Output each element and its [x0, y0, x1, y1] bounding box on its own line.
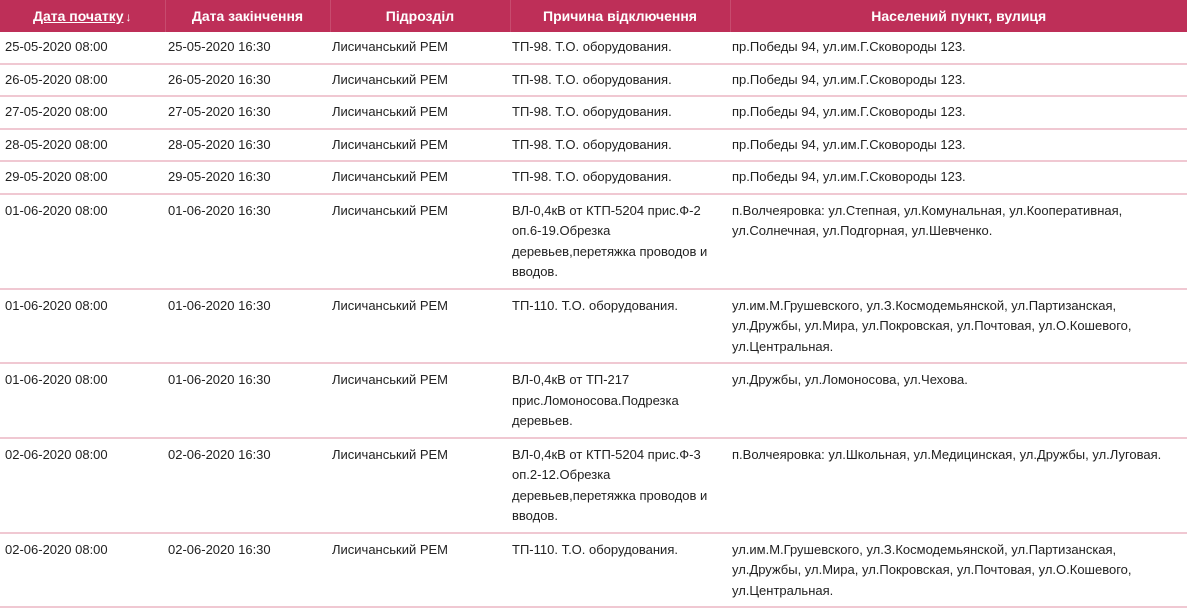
cell-reason: ТП-110. Т.О. оборудования.: [510, 289, 730, 364]
cell-reason: ТП-110. Т.О. оборудования.: [510, 533, 730, 608]
cell-end-date: 02-06-2020 16:30: [165, 533, 330, 608]
cell-address: ул.им.М.Грушевского, ул.З.Космодемьянской, ул.Партизанская, ул.Дружбы, ул.Мира, ул.Покровская, ул.Почтовая, ул.О.Кошевого, ул.Центральная.: [730, 533, 1187, 608]
cell-start-date: 01-06-2020 08:00: [0, 363, 165, 438]
cell-start-date: 29-05-2020 08:00: [0, 161, 165, 194]
cell-end-date: 28-05-2020 16:30: [165, 129, 330, 162]
cell-reason: ВЛ-0,4кВ от КТП-5204 прис.Ф-3 оп.2-12.Обрезка деревьев,перетяжка проводов и вводов.: [510, 438, 730, 533]
table-row: [0, 194, 1187, 289]
cell-reason: ТП-98. Т.О. оборудования.: [510, 161, 730, 194]
sort-down-arrow-icon: ↓: [125, 10, 132, 24]
header-address: Населений пункт, вулиця: [730, 0, 1187, 32]
cell-start-date: 26-05-2020 08:00: [0, 64, 165, 97]
cell-end-date: 01-06-2020 16:30: [165, 289, 330, 364]
cell-start-date: 01-06-2020 08:00: [0, 289, 165, 364]
cell-address: пр.Победы 94, ул.им.Г.Сковороды 123.: [730, 161, 1187, 194]
cell-reason: ВЛ-0,4кВ от ТП-217 прис.Ломоносова.Подрезка деревьев.: [510, 363, 730, 438]
cell-end-date: 26-05-2020 16:30: [165, 64, 330, 97]
cell-start-date: 25-05-2020 08:00: [0, 32, 165, 64]
header-end-date: Дата закінчення: [165, 0, 330, 32]
cell-unit: Лисичанський РЕМ: [330, 289, 510, 364]
cell-reason: ТП-98. Т.О. оборудования.: [510, 32, 730, 64]
table-row: [0, 64, 1187, 97]
cell-start-date: 02-06-2020 08:00: [0, 438, 165, 533]
cell-start-date: 01-06-2020 08:00: [0, 194, 165, 289]
cell-start-date: 28-05-2020 08:00: [0, 129, 165, 162]
table-header-row: [0, 0, 1187, 32]
cell-end-date: 02-06-2020 16:30: [165, 438, 330, 533]
table-row: [0, 161, 1187, 194]
cell-reason: ТП-98. Т.О. оборудования.: [510, 96, 730, 129]
cell-reason: ВЛ-0,4кВ от КТП-5204 прис.Ф-2 оп.6-19.Обрезка деревьев,перетяжка проводов и вводов.: [510, 194, 730, 289]
header-start-date[interactable]: [0, 0, 165, 32]
sort-start-date-link[interactable]: Дата початку: [32, 8, 124, 24]
cell-end-date: 27-05-2020 16:30: [165, 96, 330, 129]
cell-reason: ТП-98. Т.О. оборудования.: [510, 129, 730, 162]
cell-unit: Лисичанський РЕМ: [330, 161, 510, 194]
cell-reason: ТП-98. Т.О. оборудования.: [510, 64, 730, 97]
table-row: [0, 129, 1187, 162]
cell-unit: Лисичанський РЕМ: [330, 363, 510, 438]
cell-unit: Лисичанський РЕМ: [330, 32, 510, 64]
cell-address: ул.Дружбы, ул.Ломоносова, ул.Чехова.: [730, 363, 1187, 438]
table-row: [0, 32, 1187, 64]
cell-start-date: 02-06-2020 08:00: [0, 533, 165, 608]
cell-end-date: 29-05-2020 16:30: [165, 161, 330, 194]
table-row: [0, 96, 1187, 129]
table-row: [0, 289, 1187, 364]
cell-address: пр.Победы 94, ул.им.Г.Сковороды 123.: [730, 32, 1187, 64]
cell-address: ул.им.М.Грушевского, ул.З.Космодемьянской, ул.Партизанская, ул.Дружбы, ул.Мира, ул.Покровская, ул.Почтовая, ул.О.Кошевого, ул.Центральная.: [730, 289, 1187, 364]
cell-unit: Лисичанський РЕМ: [330, 194, 510, 289]
cell-unit: Лисичанський РЕМ: [330, 438, 510, 533]
cell-start-date: 27-05-2020 08:00: [0, 96, 165, 129]
table-row: [0, 438, 1187, 533]
table-row: [0, 363, 1187, 438]
header-reason: Причина відключення: [510, 0, 730, 32]
cell-unit: Лисичанський РЕМ: [330, 96, 510, 129]
header-unit: Підрозділ: [330, 0, 510, 32]
cell-unit: Лисичанський РЕМ: [330, 64, 510, 97]
cell-address: пр.Победы 94, ул.им.Г.Сковороды 123.: [730, 96, 1187, 129]
cell-end-date: 25-05-2020 16:30: [165, 32, 330, 64]
cell-address: п.Волчеяровка: ул.Степная, ул.Комунальная, ул.Кооперативная, ул.Солнечная, ул.Подгорная, ул.Шевченко.: [730, 194, 1187, 289]
cell-end-date: 01-06-2020 16:30: [165, 363, 330, 438]
cell-address: п.Волчеяровка: ул.Школьная, ул.Медицинская, ул.Дружбы, ул.Луговая.: [730, 438, 1187, 533]
table-row: [0, 533, 1187, 608]
cell-address: пр.Победы 94, ул.им.Г.Сковороды 123.: [730, 64, 1187, 97]
cell-address: пр.Победы 94, ул.им.Г.Сковороды 123.: [730, 129, 1187, 162]
cell-end-date: 01-06-2020 16:30: [165, 194, 330, 289]
cell-unit: Лисичанський РЕМ: [330, 129, 510, 162]
cell-unit: Лисичанський РЕМ: [330, 533, 510, 608]
